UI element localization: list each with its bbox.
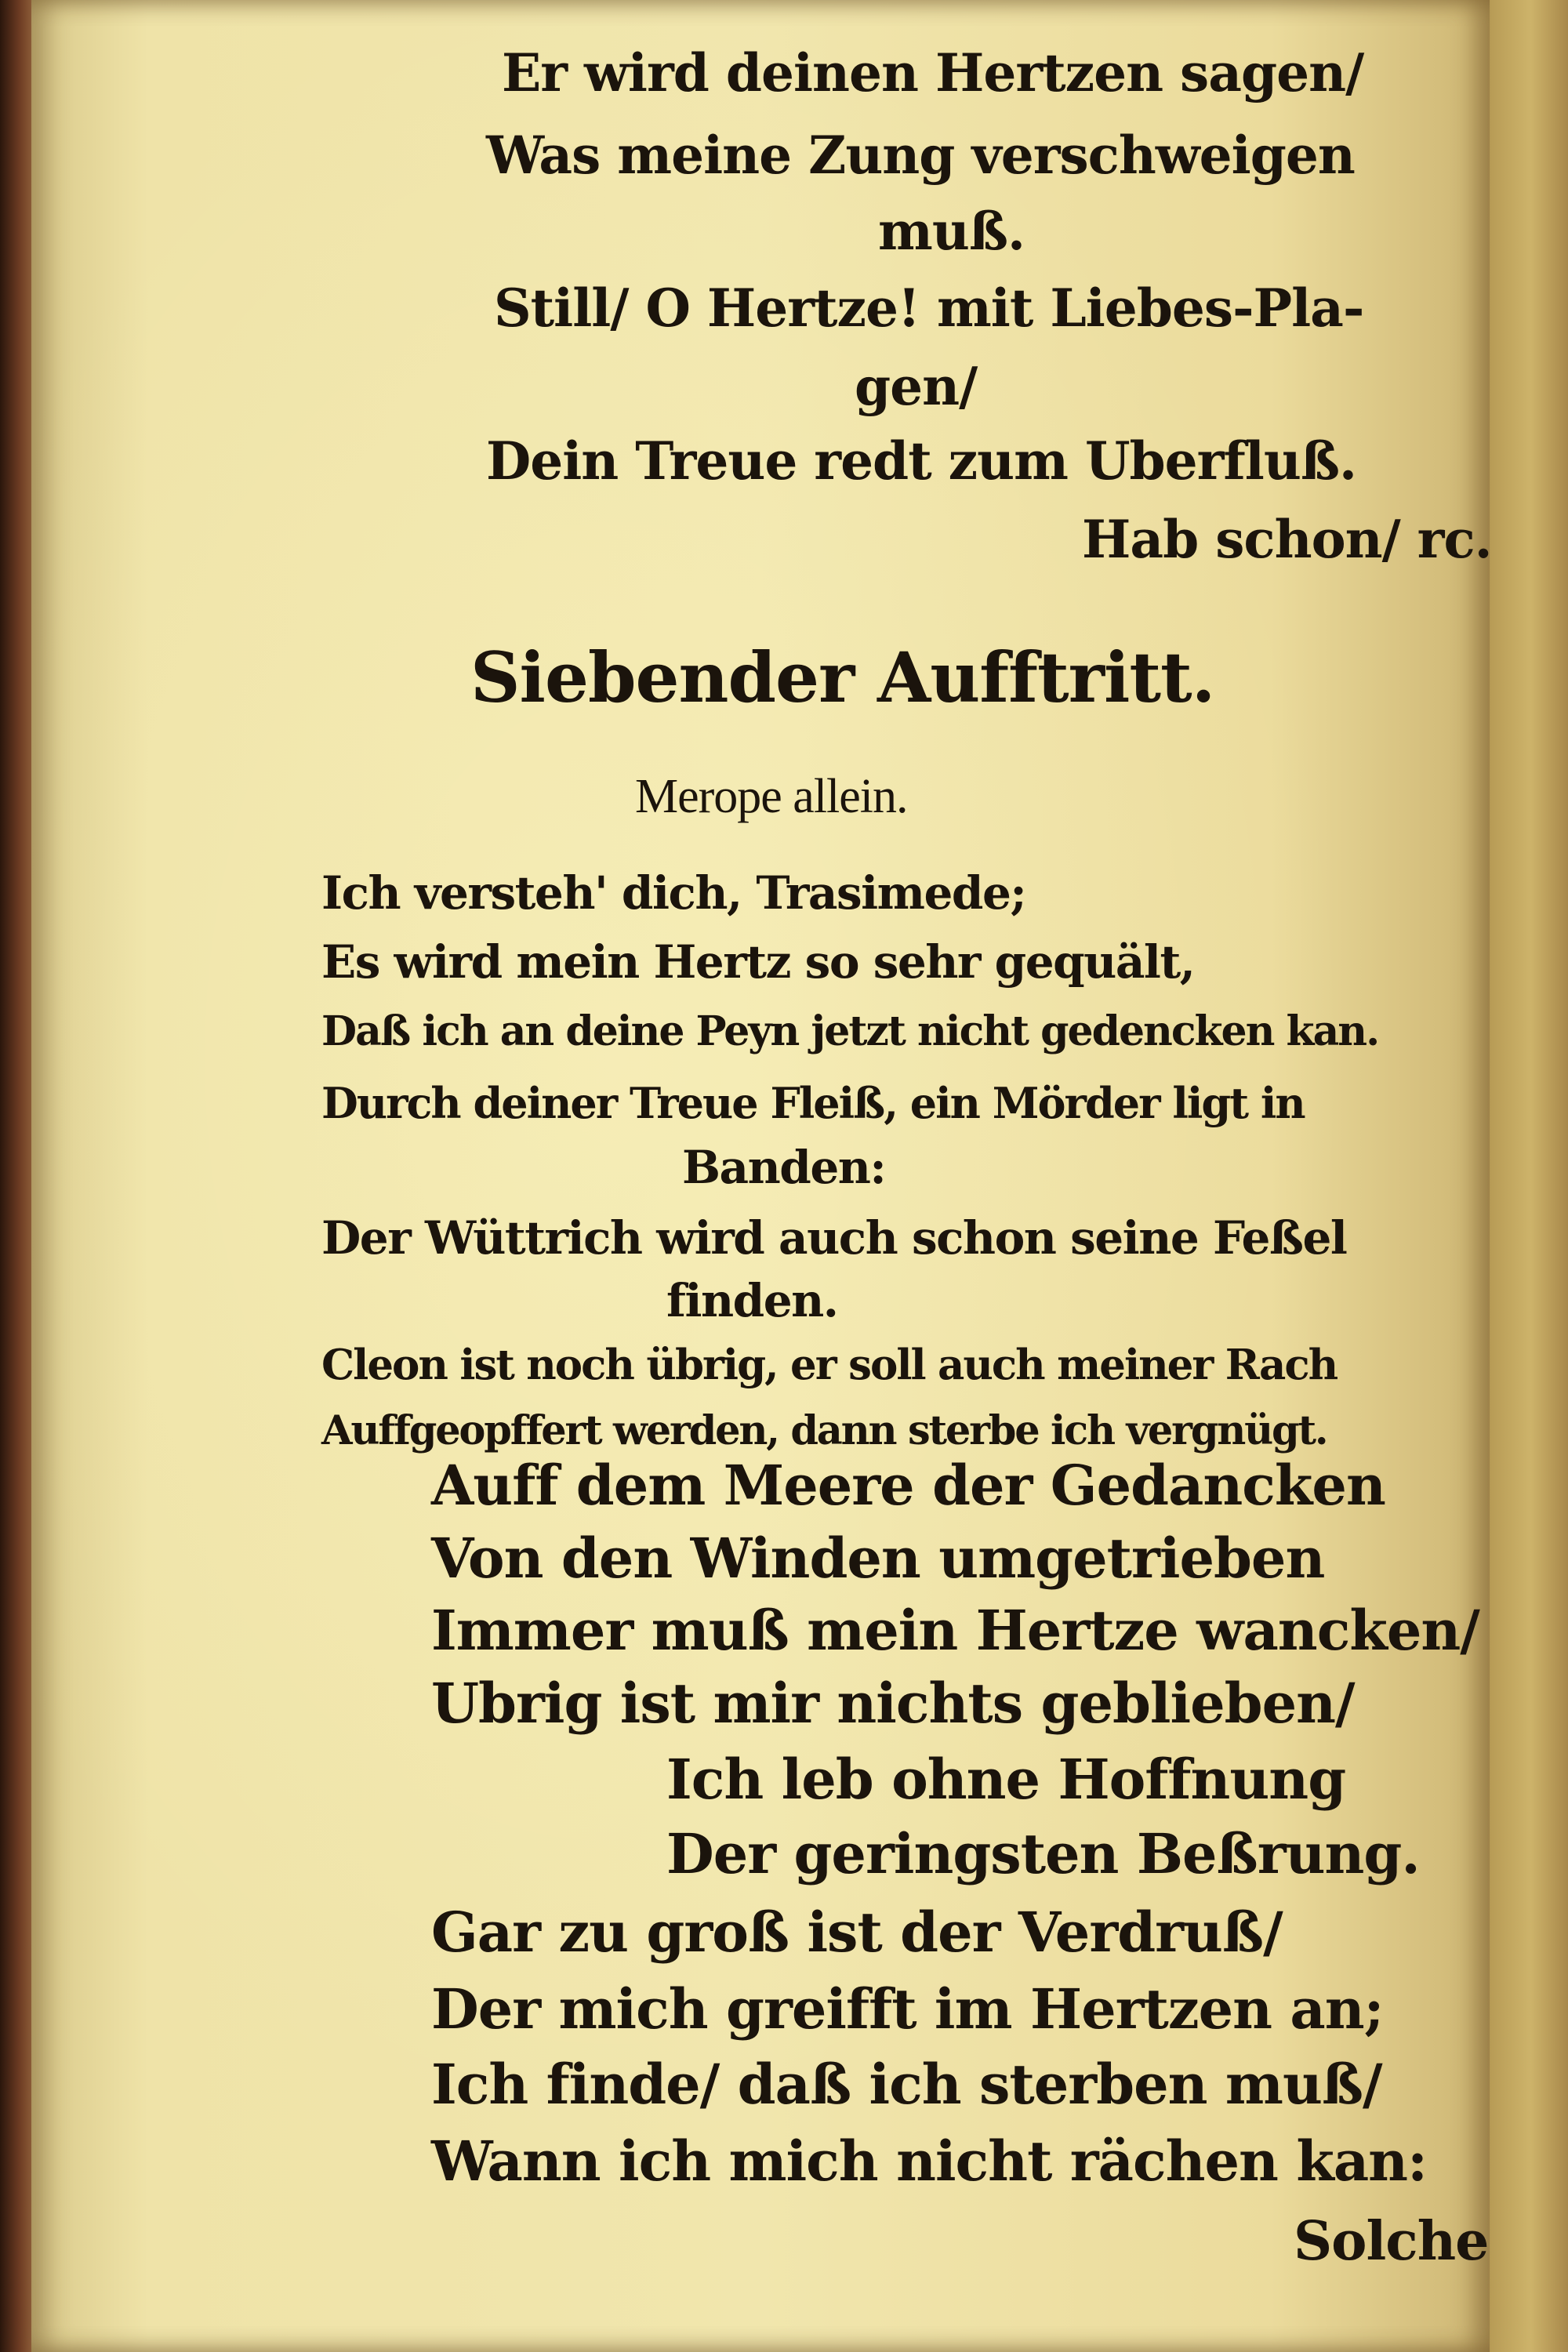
catchword: Solche bbox=[1294, 2210, 1489, 2273]
aria-line-4: Ubrig ist mir nichts geblieben/ bbox=[431, 1671, 1355, 1736]
aria-line-7: Gar zu groß ist der Verdruß/ bbox=[431, 1900, 1283, 1965]
recitative-line-7: finden. bbox=[666, 1274, 838, 1327]
speaker-label: Merope allein. bbox=[635, 770, 908, 823]
aria-line-8: Der mich greifft im Hertzen an; bbox=[431, 1976, 1384, 2042]
recitative-line-1: Ich versteh' dich, Trasimede; bbox=[321, 866, 1026, 920]
recitative-line-8: Cleon ist noch übrig, er soll auch meiner Rach bbox=[321, 1341, 1338, 1389]
book-page bbox=[31, 0, 1490, 2352]
verse-line-2: Was meine Zung verschweigen bbox=[486, 125, 1355, 186]
verse-line-6: Dein Treue redt zum Uberfluß. bbox=[486, 430, 1356, 492]
aria-line-2: Von den Winden umgetrieben bbox=[431, 1526, 1325, 1591]
recitative-line-9: Auffgeopffert werden, dann sterbe ich vergnügt. bbox=[321, 1407, 1327, 1454]
aria-line-9: Ich finde/ daß ich sterben muß/ bbox=[431, 2052, 1382, 2117]
verse-line-4: Still/ O Hertze! mit Liebes-Pla- bbox=[494, 278, 1364, 339]
recitative-line-4: Durch deiner Treue Fleiß, ein Mörder ligt in bbox=[321, 1078, 1305, 1128]
scene-heading: Siebender Aufftritt. bbox=[470, 637, 1215, 718]
verse-line-3: muß. bbox=[878, 201, 1025, 262]
aria-line-6: Der geringsten Beßrung. bbox=[666, 1821, 1420, 1886]
recitative-line-5: Banden: bbox=[682, 1141, 886, 1194]
aria-line-5: Ich leb ohne Hoffnung bbox=[666, 1747, 1346, 1812]
aria-line-3: Immer muß mein Hertze wancken/ bbox=[431, 1598, 1479, 1663]
verse-line-5: gen/ bbox=[855, 356, 978, 417]
recitative-line-2: Es wird mein Hertz so sehr gequält, bbox=[321, 935, 1195, 989]
verse-line-7: Hab schon/ rc. bbox=[1082, 509, 1492, 570]
recitative-line-6: Der Wüttrich wird auch schon seine Feßel bbox=[321, 1211, 1347, 1265]
aria-line-10: Wann ich mich nicht rächen kan: bbox=[431, 2129, 1427, 2194]
recitative-line-3: Daß ich an deine Peyn jetzt nicht gedencken kan. bbox=[321, 1007, 1379, 1055]
aria-line-1: Auff dem Meere der Gedancken bbox=[431, 1453, 1385, 1518]
verse-line-1: Er wird deinen Hertzen sagen/ bbox=[502, 42, 1364, 103]
book-spine bbox=[0, 0, 31, 2352]
